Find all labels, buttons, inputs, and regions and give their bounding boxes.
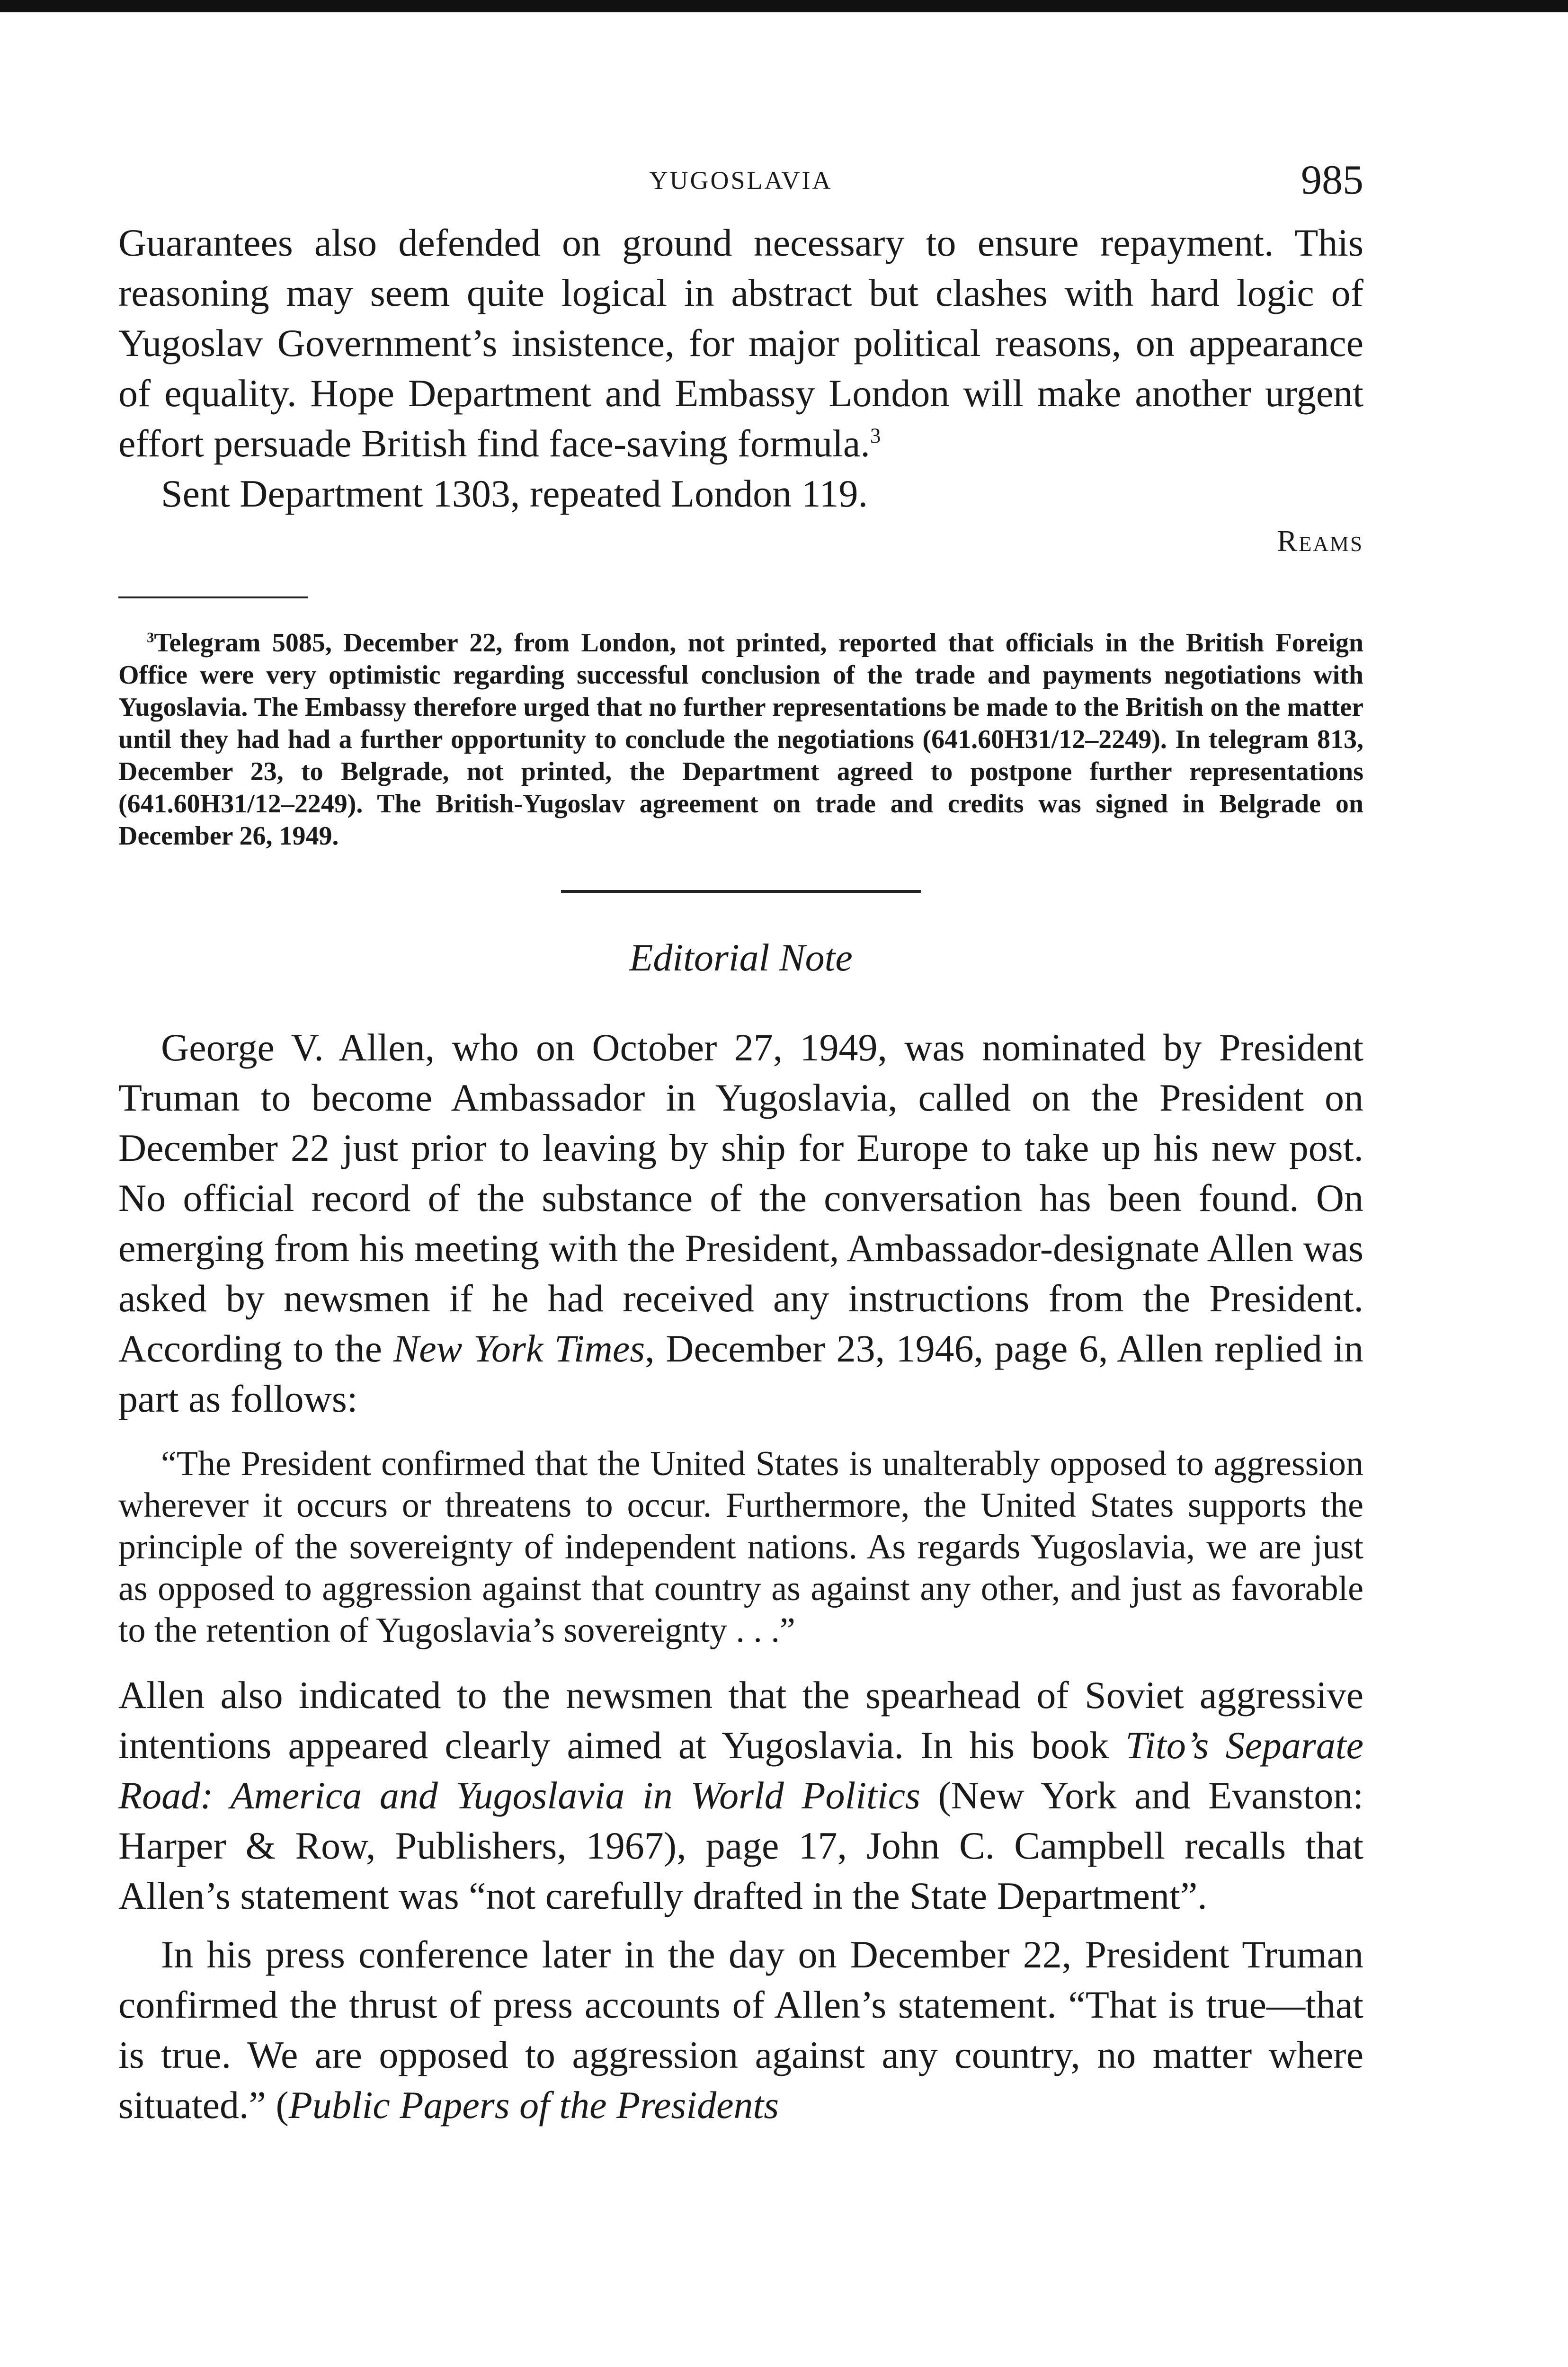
running-head: YUGOSLAVIA xyxy=(649,166,833,195)
footnote-text: Telegram 5085, December 22, from London, not printed, reported that officials in the British Foreign Office were very optimistic regarding successful conclusion of the trade and payments negotiations with Yugoslavia. The Embassy therefore urged that no further representations be made to the British on the matter until they had had a further opportunity to conclude the negotiations (641.60H31/12–2249). In telegram 813, December 23, to Belgrade, not printed, the Department agreed to postpone further representations (641.60H31/12–2249). The British-Yugoslav agreement on trade and credits was signed in Belgrade on December 26, 1949. xyxy=(118,628,1363,851)
footnote xyxy=(118,627,1363,852)
editorial-paragraph-2-text-a: Allen also indicated to the newsmen that the spearhead of Soviet aggressive intentions appeared clearly aimed at Yugoslavia. In his book xyxy=(118,1673,1363,1767)
editorial-paragraph-1 xyxy=(118,1023,1363,1424)
editorial-paragraph-2 xyxy=(118,1670,1363,1921)
page-header xyxy=(118,156,1363,208)
footnote-reference: 3 xyxy=(870,424,881,448)
newspaper-title: New York Times xyxy=(393,1327,645,1370)
allen-quote: “The President confirmed that the United States is unalterably opposed to aggression wherever it occurs or threatens to occur. Furthermore, the United States supports the principle of the sovereignty of independent nations. As regards Yugoslavia, we are just as opposed to aggression against that country as against any other, and just as favorable to the retention of Yugoslavia’s sovereignty . . .” xyxy=(118,1444,1363,1650)
document-page xyxy=(118,156,1363,2130)
editorial-paragraph-1-text-b: , December 23, 1946, page 6, Allen replied in part as follows: xyxy=(118,1327,1364,1420)
telegram-paragraph xyxy=(118,218,1363,469)
editorial-note-title: Editorial Note xyxy=(629,936,853,979)
editorial-paragraph-3 xyxy=(118,1930,1363,2130)
book-title: Tito’s Separate Road: America and Yugoslavia in World Politics xyxy=(118,1724,1363,1817)
telegram-paragraph-text: Guarantees also defended on ground necessary to ensure repayment. This reasoning may seem quite logical in abstract but clashes with hard logic of Yugoslav Government’s insistence, for major political reasons, on appearance of equality. Hope Department and Embassy London will make another urgent effort persuade British find face-saving formula. xyxy=(118,221,1363,465)
signature: Reams xyxy=(1277,524,1363,558)
footnote-marker: 3 xyxy=(147,629,154,646)
editorial-paragraph-3-text-a: In his press conference later in the day on December 22, President Truman confirmed the thrust of press accounts of Allen’s statement. “That is true—that is true. We are opposed to aggression against any country, no matter where situated.” ( xyxy=(118,1933,1363,2127)
public-papers-title: Public Papers of the Presidents xyxy=(288,2083,779,2127)
page-number: 985 xyxy=(1301,157,1363,203)
editorial-paragraph-2-text-b: (New York and Evanston: Harper & Row, Publishers, 1967), page 17, John C. Campbell recalls that Allen’s statement was “not carefully drafted in the State Department”. xyxy=(118,1774,1363,1917)
editorial-paragraph-1-text-a: George V. Allen, who on October 27, 1949, was nominated by President Truman to become Ambassador in Yugoslavia, called on the President on December 22 just prior to leaving by ship for Europe to take up his new post. No official record of the substance of the conversation has been found. On emerging from his meeting with the President, Ambassador-designate Allen was asked by newsmen if he had received any instructions from the President. According to the xyxy=(118,1026,1363,1370)
sent-line: Sent Department 1303, repeated London 119. xyxy=(161,472,868,515)
top-border-rule xyxy=(0,0,1568,12)
section-divider xyxy=(561,890,921,893)
footnote-divider xyxy=(118,596,308,598)
